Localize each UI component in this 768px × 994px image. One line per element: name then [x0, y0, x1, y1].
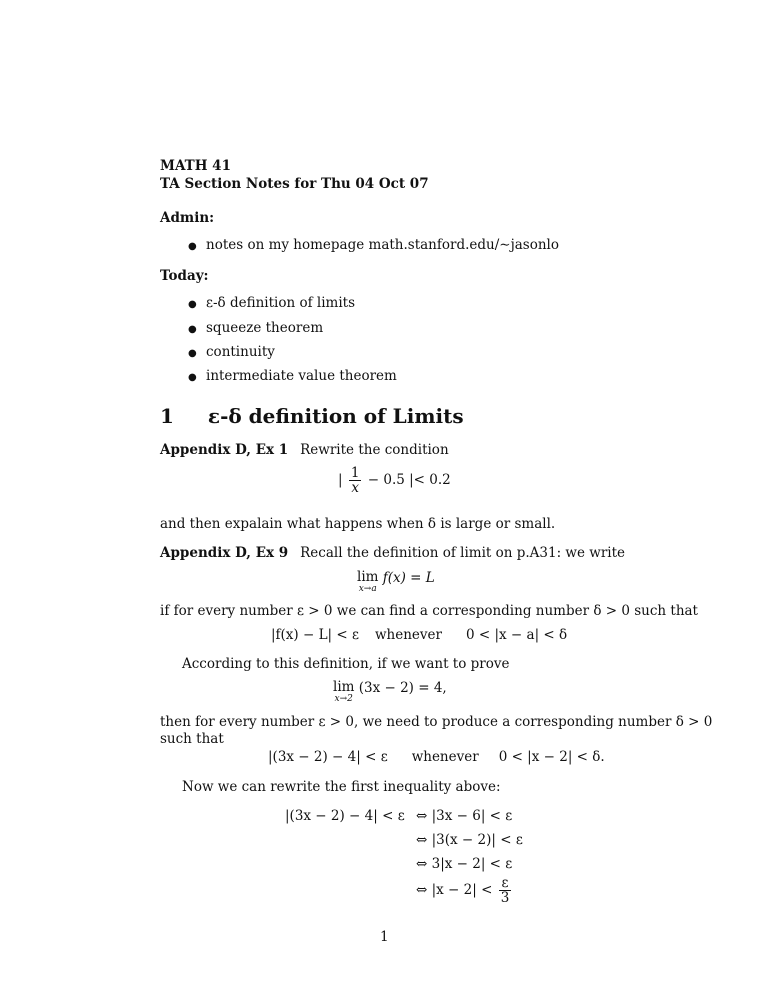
course-title: MATH 41	[160, 158, 231, 174]
prove-intro: According to this definition, if we want to prove	[182, 656, 510, 672]
exercise-1-equation	[338, 466, 451, 495]
admin-item-text: notes on my homepage math.stanford.edu/∼jasonlo	[206, 237, 559, 253]
fraction-numerator: ε	[501, 875, 509, 891]
today-item	[188, 320, 323, 336]
then-line-2: such that	[160, 731, 224, 747]
whenever-word: whenever	[375, 627, 442, 643]
exercise-9-label: Appendix D, Ex 9	[160, 545, 289, 561]
limit-operator	[357, 570, 378, 595]
section-number: 1	[160, 404, 174, 428]
lim-subscript: x→2	[334, 693, 353, 704]
today-heading: Today:	[160, 268, 209, 284]
bullet-icon: ●	[188, 348, 197, 359]
then-line-1: then for every number ε > 0, we need to produce a corresponding number δ > 0	[160, 714, 713, 730]
today-item-text: intermediate value theorem	[206, 368, 397, 384]
lim-word: lim	[333, 679, 355, 695]
chain-last-prefix: ⇔ |x − 2| <	[416, 882, 493, 899]
today-item-text: squeeze theorem	[206, 320, 324, 336]
chain-step: ⇔ 3|x − 2| < ε	[416, 856, 513, 872]
need-left: |(3x − 2) − 4| < ε	[268, 749, 388, 765]
limit-definition	[357, 570, 435, 595]
exercise-1-intro: Rewrite the condition	[300, 442, 449, 458]
lim-word: lim	[357, 569, 379, 585]
chain-step-last	[416, 876, 513, 905]
need-right: 0 < |x − 2| < δ.	[498, 749, 605, 765]
chain-step: ⇔ |3x − 6| < ε	[416, 808, 513, 824]
chain-lhs: |(3x − 2) − 4| < ε	[285, 808, 405, 824]
section-title: ε-δ definition of Limits	[207, 404, 464, 428]
lim-expression: (3x − 2) = 4,	[358, 680, 447, 696]
limit-operator	[333, 680, 354, 705]
exercise-1-after: and then expalain what happens when δ is large or small.	[160, 516, 556, 532]
page-number: 1	[380, 929, 389, 945]
limit-to-prove	[333, 680, 447, 705]
exercise-9-header	[160, 545, 625, 561]
condition-left: |f(x) − L| < ε	[271, 627, 359, 643]
section-heading	[160, 404, 464, 428]
eq-rhs: − 0.5 |< 0.2	[367, 472, 451, 489]
notes-subtitle: TA Section Notes for Thu 04 Oct 07	[160, 176, 429, 192]
chain-fraction	[499, 876, 512, 905]
lim-expression: f(x) = L	[382, 570, 435, 586]
today-item-text: continuity	[206, 344, 275, 360]
exercise-9-intro: Recall the definition of limit on p.A31: we write	[300, 545, 626, 561]
bullet-icon: ●	[188, 241, 197, 252]
admin-item	[188, 237, 559, 253]
definition-condition: if for every number ε > 0 we can find a corresponding number δ > 0 such that	[160, 603, 698, 619]
exercise-1-label: Appendix D, Ex 1	[160, 442, 289, 458]
eq-fraction	[349, 466, 362, 495]
fraction-denominator: x	[351, 480, 359, 497]
need-formula	[268, 749, 605, 765]
condition-formula	[271, 627, 567, 643]
today-item	[188, 368, 397, 384]
lim-subscript: x→a	[358, 583, 377, 594]
chain-step: ⇔ |3(x − 2)| < ε	[416, 832, 523, 848]
fraction-denominator: 3	[500, 890, 510, 907]
whenever-word: whenever	[411, 749, 479, 765]
admin-heading: Admin:	[160, 210, 215, 226]
bullet-icon: ●	[188, 299, 197, 310]
exercise-1-header	[160, 442, 449, 458]
condition-right: 0 < |x − a| < δ	[466, 627, 568, 643]
today-item	[188, 295, 355, 311]
fraction-numerator: 1	[350, 465, 360, 481]
today-item-text: ε-δ definition of limits	[206, 295, 356, 311]
today-item	[188, 344, 275, 360]
bullet-icon: ●	[188, 372, 197, 383]
eq-abs-bar: |	[338, 472, 343, 489]
rewrite-intro: Now we can rewrite the first inequality above:	[182, 779, 501, 795]
bullet-icon: ●	[188, 324, 197, 335]
